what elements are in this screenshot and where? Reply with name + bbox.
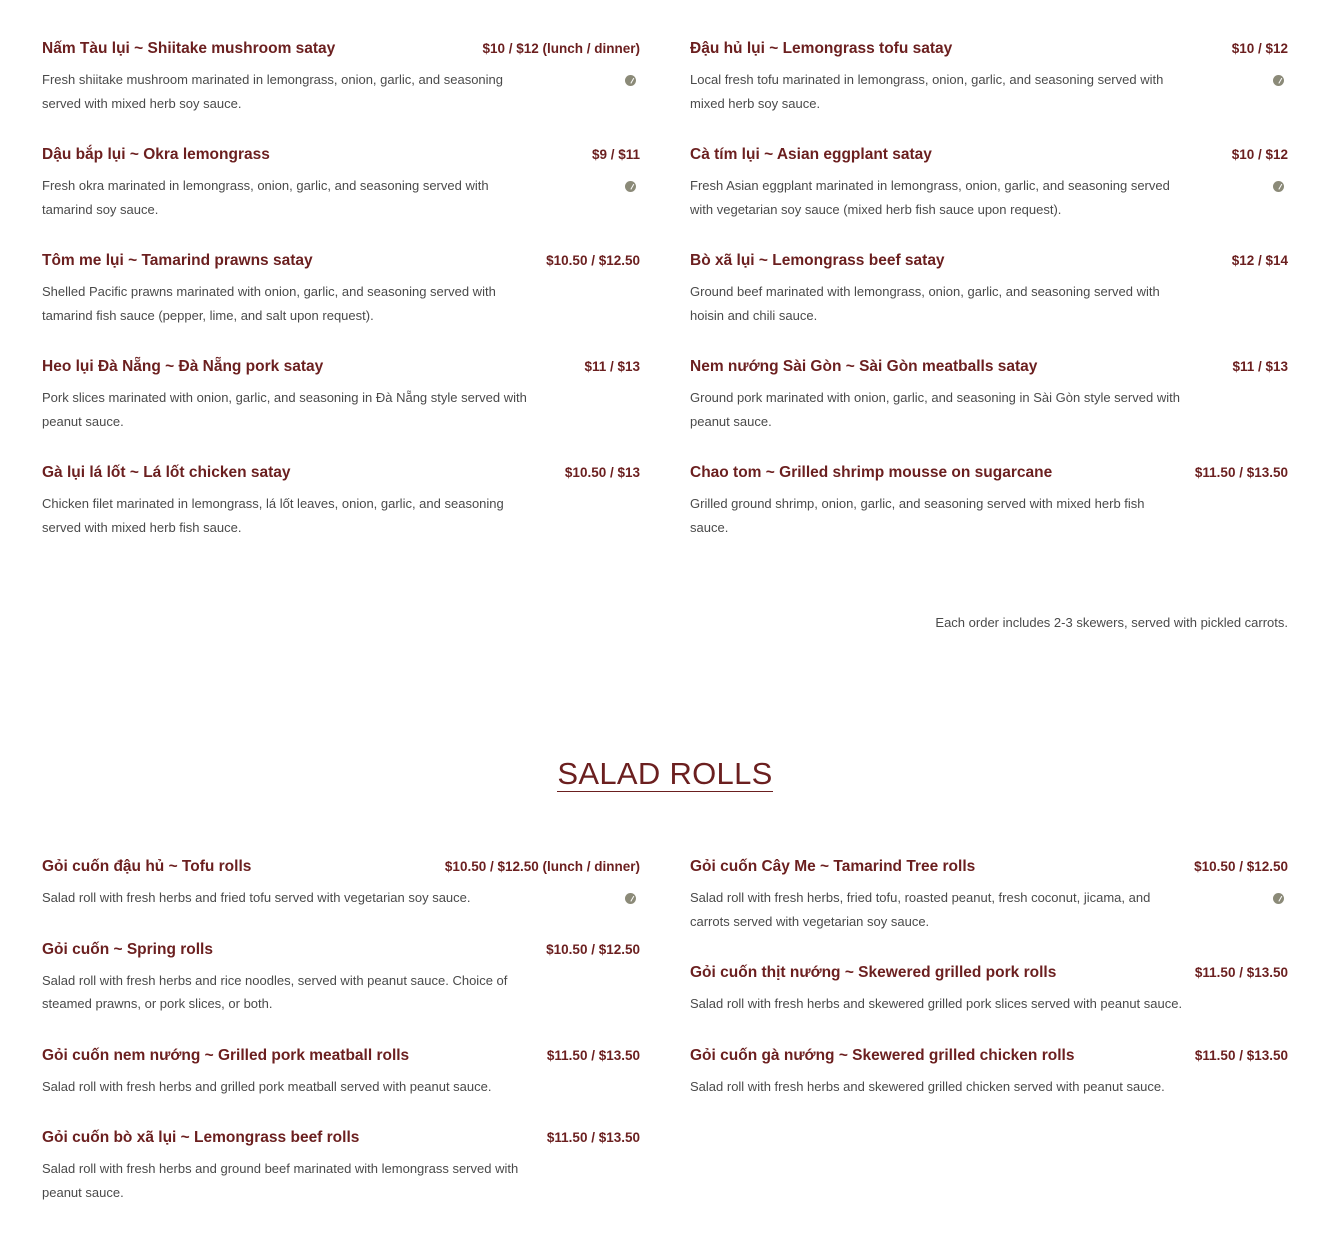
menu-item-name: Bò xã lụi ~ Lemongrass beef satay (690, 252, 945, 269)
menu-item-name: Tôm me lụi ~ Tamarind prawns satay (42, 252, 313, 269)
menu-item-header (690, 464, 1288, 482)
menu-item-name: Heo lụi Đà Nẵng ~ Đà Nẵng pork satay (42, 358, 324, 375)
menu-item-header (42, 1047, 640, 1065)
menu-item-body (690, 492, 1288, 539)
menu-item (42, 464, 640, 539)
menu-item-description: Ground pork marinated with onion, garlic, and seasoning in Sài Gòn style served with peanut sauce. (690, 390, 1180, 429)
menu-item-name: Gà lụi lá lốt ~ Lá lốt chicken satay (42, 464, 291, 481)
menu-item-header (690, 858, 1288, 876)
menu-item-name: Dậu bắp lụi ~ Okra lemongrass (42, 146, 270, 163)
menu-item-header (42, 146, 640, 164)
menu-item-body (42, 280, 640, 327)
menu-item-price: $11.50 / $13.50 (546, 1130, 640, 1145)
menu-item-header (690, 964, 1288, 982)
menu-item-description: Fresh okra marinated in lemongrass, onion, garlic, and seasoning served with tamarind soy sauce. (42, 178, 489, 217)
menu-item (690, 464, 1288, 539)
salad-rolls-menu (42, 858, 1288, 1235)
satay-menu (42, 40, 1288, 570)
menu-item-price: $11.50 / $13.50 (1194, 465, 1288, 480)
menu-item-body (690, 386, 1288, 433)
menu-item-body (690, 68, 1288, 115)
satay-left-column (42, 40, 640, 570)
menu-item-body (42, 492, 640, 539)
menu-item-name: Đậu hủ lụi ~ Lemongrass tofu satay (690, 40, 953, 57)
menu-item-price: $11 / $13 (584, 359, 640, 374)
menu-item-description: Salad roll with fresh herbs and rice noodles, served with peanut sauce. Choice of steamed prawns, or pork slices, or both. (42, 972, 508, 1011)
menu-item-name: Cà tím lụi ~ Asian eggplant satay (690, 146, 932, 163)
menu-item-description: Fresh Asian eggplant marinated in lemongrass, onion, garlic, and seasoning served with vegetarian soy sauce (mixed herb fish sauce upon request). (690, 178, 1170, 217)
menu-item-body (690, 174, 1288, 221)
menu-item-price: $11.50 / $13.50 (1194, 1047, 1288, 1063)
menu-item-price: $10.50 / $13 (564, 465, 640, 480)
menu-item-price: $10 / $12 (1231, 41, 1288, 56)
satay-right-column (690, 40, 1288, 570)
satay-note: Each order includes 2-3 skewers, served with pickled carrots. (935, 615, 1288, 630)
menu-item (42, 1129, 640, 1204)
menu-item-name: Gỏi cuốn thịt nướng ~ Skewered grilled pork rolls (690, 964, 1057, 981)
menu-item-header (42, 252, 640, 270)
menu-item-header (42, 464, 640, 482)
menu-item-price: $10.50 / $12.50 (546, 941, 640, 957)
menu-item-header (690, 40, 1288, 58)
menu-item (690, 40, 1288, 115)
menu-item-body (42, 174, 640, 221)
menu-item-description: Salad roll with fresh herbs and ground beef marinated with lemongrass served with peanut sauce. (42, 1161, 519, 1200)
menu-item-description: Pork slices marinated with onion, garlic, and seasoning in Đà Nẵng style served with peanut sauce. (42, 390, 527, 429)
menu-item-header (690, 1047, 1288, 1065)
menu-item (690, 252, 1288, 327)
section-heading (0, 756, 1330, 792)
menu-item-body (690, 1075, 1288, 1099)
menu-item-description: Salad roll with fresh herbs and fried tofu served with vegetarian soy sauce. (42, 890, 471, 905)
menu-item-body (42, 386, 640, 433)
menu-item-header (42, 941, 640, 959)
menu-item (42, 146, 640, 221)
salad-rolls-title: SALAD ROLLS (557, 756, 773, 791)
menu-item-description: Local fresh tofu marinated in lemongrass, onion, garlic, and seasoning served with mixed herb soy sauce. (690, 72, 1164, 111)
menu-item-description: Salad roll with fresh herbs and skewered grilled chicken served with peanut sauce. (690, 1078, 1165, 1094)
menu-item (42, 252, 640, 327)
menu-item-description: Ground beef marinated with lemongrass, onion, garlic, and seasoning served with hoisin and chili sauce. (690, 284, 1160, 323)
menu-item-body (42, 886, 640, 910)
menu-item (42, 1047, 640, 1099)
menu-item (690, 146, 1288, 221)
leaf-icon (1273, 75, 1284, 86)
menu-item (690, 858, 1288, 933)
menu-item-name: Gỏi cuốn bò xã lụi ~ Lemongrass beef rolls (42, 1129, 360, 1146)
menu-item-name: Gỏi cuốn gà nướng ~ Skewered grilled chicken rolls (690, 1046, 1075, 1064)
menu-item (690, 964, 1288, 1016)
menu-item-description: Salad roll with fresh herbs and skewered grilled pork slices served with peanut sauce. (690, 996, 1183, 1011)
menu-item-body (42, 1157, 640, 1204)
menu-item-description: Salad roll with fresh herbs and grilled pork meatball served with peanut sauce. (42, 1078, 492, 1094)
menu-item-price: $10 / $12 (lunch / dinner) (482, 41, 640, 56)
menu-item-price: $11.50 / $13.50 (546, 1047, 640, 1063)
leaf-icon (625, 181, 636, 192)
menu-item-price: $12 / $14 (1231, 253, 1288, 268)
leaf-icon (1273, 181, 1284, 192)
menu-item-name: Nấm Tàu lụi ~ Shiitake mushroom satay (42, 40, 336, 57)
menu-item-price: $10.50 / $12.50 (lunch / dinner) (444, 859, 640, 874)
menu-item-body (42, 68, 640, 115)
menu-item-header (42, 858, 640, 876)
leaf-icon (1273, 893, 1284, 904)
menu-item-body (690, 280, 1288, 327)
menu-item-body (690, 886, 1288, 933)
menu-item-body (42, 969, 640, 1016)
menu-item (42, 40, 640, 115)
menu-item-price: $11.50 / $13.50 (1194, 965, 1288, 980)
menu-item (42, 858, 640, 910)
menu-item-price: $9 / $11 (591, 147, 640, 162)
rolls-right-column (690, 858, 1288, 1235)
rolls-left-column (42, 858, 640, 1235)
menu-item (690, 358, 1288, 433)
menu-item-body (42, 1075, 640, 1099)
menu-item-header (42, 40, 640, 58)
menu-item-name: Gỏi cuốn Cây Me ~ Tamarind Tree rolls (690, 858, 976, 875)
menu-item-body (690, 992, 1288, 1016)
menu-item-header (690, 358, 1288, 376)
menu-item-name: Gỏi cuốn đậu hủ ~ Tofu rolls (42, 858, 252, 875)
menu-item-header (690, 252, 1288, 270)
menu-item-price: $10.50 / $12.50 (1194, 859, 1288, 874)
menu-item (42, 941, 640, 1016)
leaf-icon (625, 893, 636, 904)
menu-item-name: Chao tom ~ Grilled shrimp mousse on sugarcane (690, 464, 1053, 481)
menu-item-description: Chicken filet marinated in lemongrass, lá lốt leaves, onion, garlic, and seasoning served with mixed herb fish sauce. (42, 496, 504, 535)
menu-item-price: $11 / $13 (1232, 359, 1288, 374)
menu-item-header (690, 146, 1288, 164)
menu-item (690, 1047, 1288, 1099)
menu-item-name: Gỏi cuốn ~ Spring rolls (42, 940, 213, 958)
menu-item-description: Grilled ground shrimp, onion, garlic, and seasoning served with mixed herb fish sauce. (690, 496, 1145, 535)
menu-item-description: Fresh shiitake mushroom marinated in lemongrass, onion, garlic, and seasoning served with mixed herb soy sauce. (42, 72, 504, 111)
menu-item-name: Gỏi cuốn nem nướng ~ Grilled pork meatball rolls (42, 1046, 410, 1064)
menu-item-price: $10.50 / $12.50 (546, 253, 640, 268)
menu-item-price: $10 / $12 (1231, 147, 1288, 162)
leaf-icon (625, 75, 636, 86)
menu-item-description: Salad roll with fresh herbs, fried tofu, roasted peanut, fresh coconut, jicama, and carrots served with vegetarian soy sauce. (690, 890, 1151, 929)
menu-item-header (42, 1129, 640, 1147)
menu-item-header (42, 358, 640, 376)
menu-item (42, 358, 640, 433)
menu-item-description: Shelled Pacific prawns marinated with onion, garlic, and seasoning served with tamarind fish sauce (pepper, lime, and salt upon request). (42, 284, 496, 323)
menu-item-name: Nem nướng Sài Gòn ~ Sài Gòn meatballs satay (690, 358, 1038, 375)
